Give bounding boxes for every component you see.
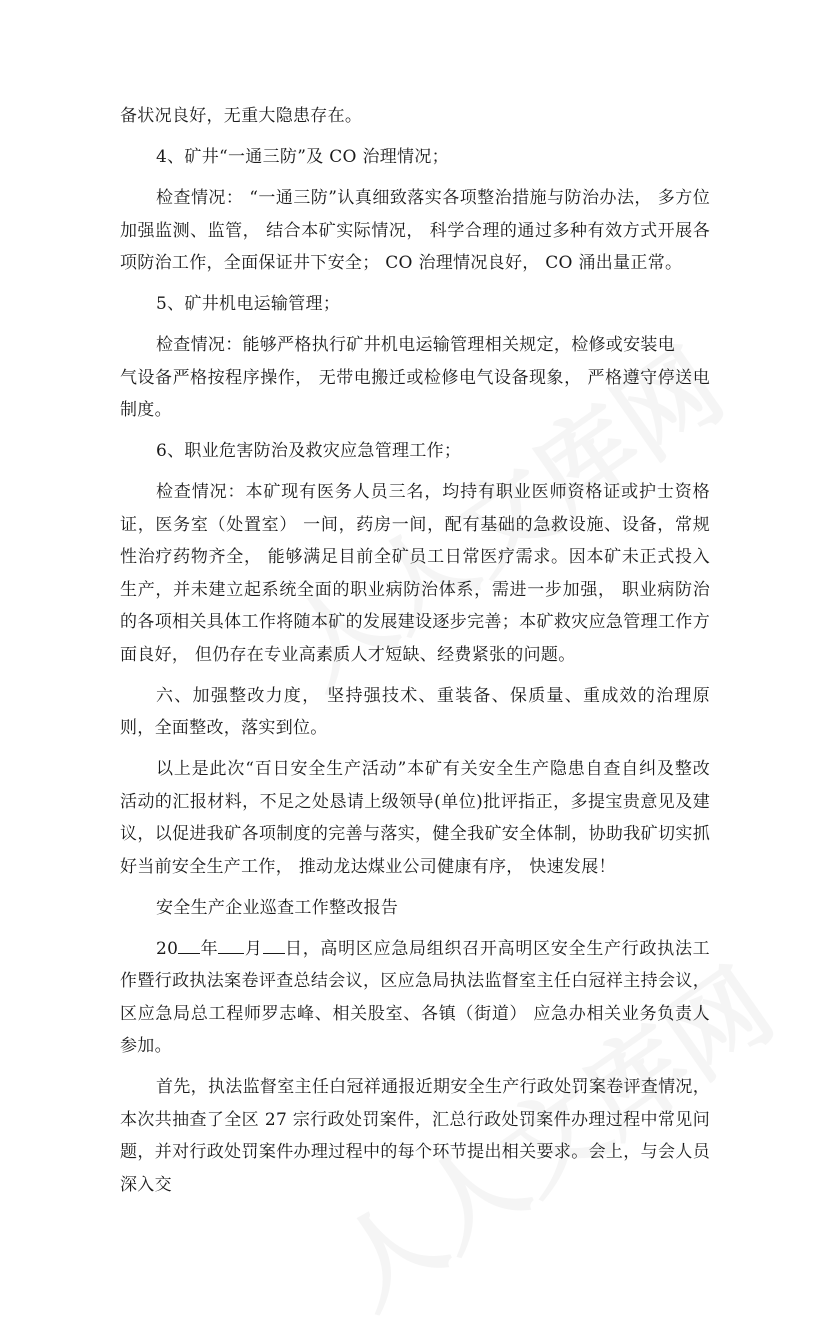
report-title: 安全生产企业巡查工作整改报告	[156, 897, 399, 918]
meeting-text: ，高明区应急局组织召开高明区安全生产行政执法工作暨行政执法案卷评查总结会议，区应急局执法监督室主任白冠祥主持会议，区应急局总工程师罗志峰、相关股室、各镇（街道） 应急办相关业务负责人参加。	[120, 938, 710, 1056]
date-year-blank	[178, 953, 200, 954]
paragraph: 检查情况： “一通三防”认真细致落实各项整治措施与防治办法， 多方位加强监测、监管， 结合本矿实际情况， 科学合理的通过多种有效方式开展各项防治工作，全面保证井下安全； CO 治理情况良好， CO 涌出量正常。	[120, 188, 710, 273]
date-day-label: 日	[284, 938, 303, 959]
section-heading: 6、职业危害防治及救灾应急管理工作；	[156, 441, 462, 461]
paragraph: 气设备严格按程序操作， 无带电搬迁或检修电气设备现象， 严格遵守停送电制度。	[120, 367, 710, 420]
date-month-label: 月	[244, 938, 263, 959]
paragraph: 以上是此次“百日安全生产活动”本矿有关安全生产隐患自查自纠及整改活动的汇报材料，不足之处恳请上级领导(单位)批评指正，多提宝贵意见及建议，以促进我矿各项制度的完善与落实，健全我矿安全体制，协助我矿切实抓好当前安全生产工作， 推动龙达煤业公司健康有序， 快速发展！	[120, 759, 710, 877]
paragraph: 六、加强整改力度， 坚持强技术、重装备、保质量、重成效的治理原则，全面整改，落实到位。	[120, 685, 710, 738]
paragraph: 检查情况：能够严格执行矿井机电运输管理相关规定，检修或安装电	[156, 335, 675, 355]
paragraph: 备状况良好，无重大隐患存在。	[120, 106, 363, 126]
date-year-prefix: 20	[156, 938, 179, 959]
date-day-blank	[263, 953, 285, 954]
document-body	[120, 100, 710, 1210]
section-heading: 5、矿井机电运输管理；	[156, 294, 341, 314]
meeting-paragraph	[120, 933, 710, 1063]
date-month-blank	[218, 953, 244, 954]
paragraph: 首先，执法监督室主任白冠祥通报近期安全生产行政处罚案卷评查情况，本次共抽查了全区 27 宗行政处罚案件，汇总行政处罚案件办理过程中常见问题，并对行政处罚案件办理过程中的每个环节提出相关要求。会上，与会人员深入交	[120, 1077, 710, 1195]
paragraph: 检查情况：本矿现有医务人员三名，均持有职业医师资格证或护士资格证，医务室（处置室） 一间，药房一间，配有基础的急救设施、设备，常规性治疗药物齐全， 能够满足目前全矿员工日常医疗需求。因本矿未正式投入生产，并未建立起系统全面的职业病防治体系，需进一步加强， 职业病防治的各项相关具体工作将随本矿的发展建设逐步完善；本矿救灾应急管理工作方面良好， 但仍存在专业高素质人才短缺、经费紧张的问题。	[120, 482, 710, 665]
date-year-label: 年	[200, 938, 219, 959]
section-heading: 4、矿井“一通三防”及 CO 治理情况；	[156, 147, 449, 167]
